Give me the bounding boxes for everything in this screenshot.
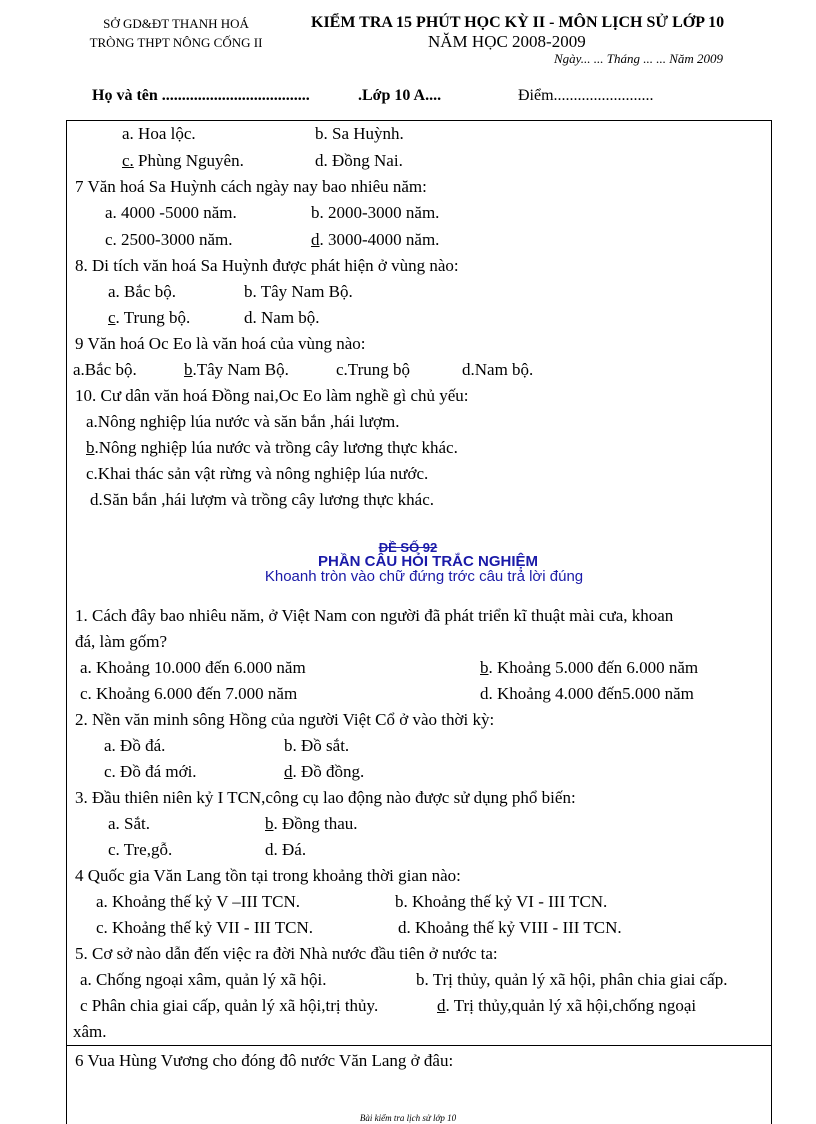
answer-option: d. Đá.	[265, 840, 307, 859]
answer-option: c.Trung bộ	[336, 360, 410, 379]
answer-option	[122, 151, 244, 171]
answer-option: c.Khai thác sản vật rừng và nông nghiệp lúa nước.	[86, 464, 429, 483]
answer-continuation: xâm.	[73, 1022, 107, 1041]
department-name: SỞ GD&ĐT THANH HOÁ	[103, 16, 249, 31]
answer-option	[86, 438, 458, 458]
answer-text: . Khoảng 5.000 đến 6.000 năm	[488, 658, 699, 677]
student-name-field: Họ và tên .....................................	[92, 87, 310, 104]
answer-option: d. Đồng Nai.	[315, 151, 403, 170]
question: 9 Văn hoá Oc Eo là văn hoá của vùng nào:	[75, 334, 366, 353]
answer-option	[108, 308, 190, 328]
class-field: .Lớp 10 A....	[358, 87, 442, 104]
correct-answer-letter: c.	[122, 151, 134, 170]
correct-answer-letter: b	[265, 814, 274, 833]
answer-option: d. Khoảng thế kỷ VIII - III TCN.	[398, 918, 622, 937]
answer-text: . Đồng thau.	[273, 814, 358, 833]
answer-option: c. Tre,gỗ.	[108, 840, 173, 859]
correct-answer-letter: c	[108, 308, 116, 327]
answer-option: a. Chống ngoại xâm, quản lý xã hội.	[80, 970, 327, 989]
answer-option	[265, 814, 358, 834]
answer-option: b. Khoảng thế kỷ VI - III TCN.	[395, 892, 608, 911]
correct-answer-letter: b	[184, 360, 193, 379]
answer-option: a.Nông nghiệp lúa nước và săn bắn ,hái lượm.	[86, 412, 400, 431]
answer-option: d.Nam bộ.	[462, 360, 534, 379]
question: 7 Văn hoá Sa Huỳnh cách ngày nay bao nhiêu năm:	[75, 177, 427, 196]
answer-option: b. Tây Nam Bộ.	[244, 282, 353, 301]
question: 8. Di tích văn hoá Sa Huỳnh được phát hiện ở vùng nào:	[75, 256, 459, 275]
answer-option: a. Khoảng thế kỷ V –III TCN.	[96, 892, 300, 911]
answer-option	[184, 360, 289, 380]
question: 4 Quốc gia Văn Lang tồn tại trong khoảng thời gian nào:	[75, 866, 461, 885]
question-continuation: đá, làm gốm?	[75, 632, 168, 651]
score-field: Điểm.........................	[518, 87, 654, 104]
correct-answer-letter: b	[480, 658, 489, 677]
answer-option: c. Đồ đá mới.	[104, 762, 197, 781]
answer-option: a. Khoảng 10.000 đến 6.000 năm	[80, 658, 306, 677]
answer-option: c Phân chia giai cấp, quản lý xã hội,trị thủy.	[80, 996, 379, 1015]
answer-option: a. Sắt.	[108, 814, 151, 833]
question: 2. Nền văn minh sông Hồng của người Việt Cổ ở vào thời kỳ:	[75, 710, 495, 729]
answer-text: . Đồ đồng.	[292, 762, 365, 781]
exam-title: KIỂM TRA 15 PHÚT HỌC KỲ II - MÔN LỊCH SỬ LỚP 10	[311, 14, 725, 31]
section-title: PHẦN CÂU HỎI TRẮC NGHIỆM	[318, 553, 538, 570]
answer-text: .Tây Nam Bộ.	[192, 360, 289, 379]
answer-text: . Trung bộ.	[115, 308, 191, 327]
correct-answer-letter: b	[86, 438, 95, 457]
answer-option: a. Đồ đá.	[104, 736, 166, 755]
answer-option: b. 2000-3000 năm.	[311, 203, 440, 222]
school-name: TRÒNG THPT NÔNG CỐNG II	[89, 35, 263, 50]
answer-option: a.Bắc bộ.	[73, 360, 137, 379]
correct-answer-letter: d	[311, 230, 320, 249]
question: 3. Đầu thiên niên kỷ I TCN,công cụ lao động nào được sử dụng phổ biến:	[75, 788, 576, 807]
answer-text: Phùng Nguyên.	[133, 151, 244, 170]
answer-option: c. Khoảng thế kỷ VII - III TCN.	[96, 918, 314, 937]
answer-option	[480, 658, 698, 678]
question: 10. Cư dân văn hoá Đồng nai,Oc Eo làm nghề gì chủ yếu:	[75, 386, 469, 405]
answer-option: a. Hoa lộc.	[122, 124, 196, 143]
question: 1. Cách đây bao nhiêu năm, ở Việt Nam con người đã phát triển kĩ thuật mài cưa, khoan	[75, 606, 674, 625]
answer-option: b. Đồ sắt.	[284, 736, 350, 755]
answer-option	[284, 762, 364, 782]
answer-option: d. Nam bộ.	[244, 308, 320, 327]
answer-option: d.Săn bắn ,hái lượm và trồng cây lương thực khác.	[90, 490, 434, 509]
answer-text: .Nông nghiệp lúa nước và trồng cây lương thực khác.	[94, 438, 458, 457]
answer-option: a. 4000 -5000 năm.	[105, 203, 237, 222]
answer-text: . Trị thủy,quản lý xã hội,chống ngoại	[445, 996, 697, 1015]
answer-option: c. 2500-3000 năm.	[105, 230, 233, 249]
answer-option: d. Khoảng 4.000 đến5.000 năm	[480, 684, 694, 703]
exam-code: ĐỀ SỐ 92	[378, 540, 438, 555]
correct-answer-letter: d	[437, 996, 446, 1015]
answer-text: . 3000-4000 năm.	[319, 230, 440, 249]
answer-option	[311, 230, 439, 250]
answer-option: c. Khoảng 6.000 đến 7.000 năm	[80, 684, 298, 703]
answer-option: a. Bắc bộ.	[108, 282, 176, 301]
question: 5. Cơ sở nào dẫn đến việc ra đời Nhà nước đầu tiên ở nước ta:	[75, 944, 498, 963]
correct-answer-letter: d	[284, 762, 293, 781]
divider	[66, 1045, 772, 1046]
answer-option	[437, 996, 696, 1016]
question: 6 Vua Hùng Vương cho đóng đô nước Văn Lang ở đâu:	[75, 1051, 454, 1070]
answer-option: b. Sa Huỳnh.	[315, 124, 404, 143]
exam-date: Ngày... ... Tháng ... ... Năm 2009	[554, 51, 724, 66]
page-footer: Bài kiểm tra lịch sử lớp 10	[359, 1113, 457, 1123]
school-year: NĂM HỌC 2008-2009	[428, 32, 586, 51]
section-instruction: Khoanh tròn vào chữ đứng trớc câu trả lời đúng	[264, 568, 584, 585]
answer-option: b. Trị thủy, quản lý xã hội, phân chia giai cấp.	[416, 970, 728, 989]
